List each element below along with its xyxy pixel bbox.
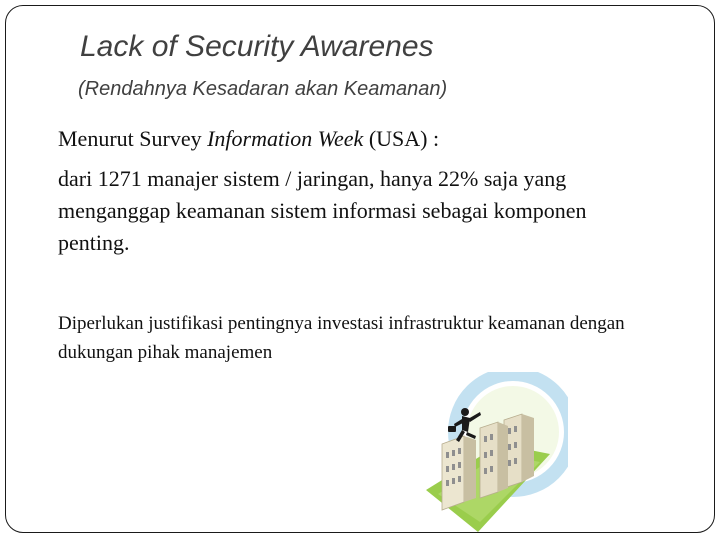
building-right-side xyxy=(522,414,534,482)
survey-prefix: Menurut Survey xyxy=(58,126,208,151)
building-front xyxy=(442,436,464,510)
slide-subtitle: (Rendahnya Kesadaran akan Keamanan) xyxy=(78,78,448,100)
survey-publication-name: Information Week xyxy=(207,126,364,151)
slide-title: Lack of Security Awarenes xyxy=(80,30,434,63)
building-front-side xyxy=(464,436,476,502)
building-middle xyxy=(480,422,498,498)
survey-source-line xyxy=(58,124,439,154)
businessman-jumping-buildings-icon xyxy=(418,372,568,534)
justification-paragraph: Diperlukan justifikasi pentingnya investasi infrastruktur keamanan dengan dukungan pihak manajemen xyxy=(58,313,625,363)
building-middle-side xyxy=(498,422,508,492)
survey-finding-paragraph: dari 1271 manajer sistem / jaringan, hanya 22% saja yang menganggap keamanan sistem informasi sebagai komponen penting. xyxy=(58,166,587,255)
survey-suffix: (USA) : xyxy=(363,126,440,151)
